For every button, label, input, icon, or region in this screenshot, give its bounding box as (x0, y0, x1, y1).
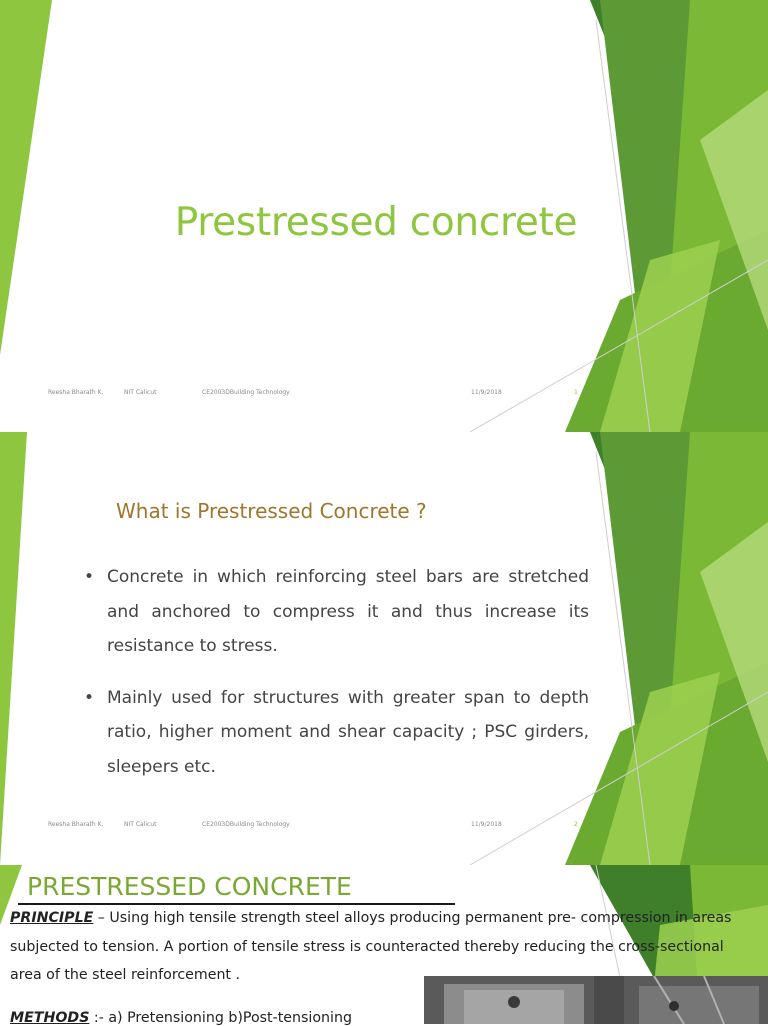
principle-label: PRINCIPLE (10, 910, 94, 926)
bullet-item (84, 681, 589, 785)
bullet-text: Concrete in which reinforcing steel bars are stretched and anchored to compress it and thus increase its resistance to stress. (107, 567, 589, 656)
principle-text: – Using high tensile strength steel alloys producing permanent pre- compression in areas subjected to tension. A portion of tensile stress is counteracted thereby reducing the cross-sectional area of the steel reinforcement . (10, 910, 732, 983)
footer-page-number: 2 (574, 821, 578, 828)
prestressing-photo (424, 976, 768, 1024)
footer-course: CE2003DBuilding Technology (202, 821, 290, 828)
slide-1 (0, 0, 768, 432)
photo-image (424, 976, 768, 1024)
footer-author: Reesha Bharath K. (48, 389, 104, 396)
slide-2-title: What is Prestressed Concrete ? (116, 499, 427, 523)
bullet-text: Mainly used for structures with greater span to depth ratio, higher moment and shear capacity ; PSC girders, sleepers etc. (107, 687, 589, 777)
footer-institute: NIT Calicut (124, 821, 157, 828)
bullet-icon: • (84, 567, 95, 587)
footer-course: CE2003DBuilding Technology (202, 389, 290, 396)
slide-title: Prestressed concrete (174, 200, 578, 245)
footer-date: 11/9/2018 (471, 821, 502, 828)
methods-text: :- a) Pretensioning b)Post-tensioning (89, 1010, 352, 1026)
methods-label: METHODS (10, 1010, 90, 1026)
footer-page-number: 1 (574, 389, 578, 396)
slide-3-title: PRESTRESSED CONCRETE (27, 872, 352, 901)
footer-date: 11/9/2018 (471, 389, 502, 396)
footer-institute: NIT Calicut (124, 389, 157, 396)
bullet-list (84, 560, 589, 801)
bullet-item (84, 560, 589, 664)
footer-author: Reesha Bharath K. (48, 821, 104, 828)
bullet-icon: • (84, 687, 95, 708)
